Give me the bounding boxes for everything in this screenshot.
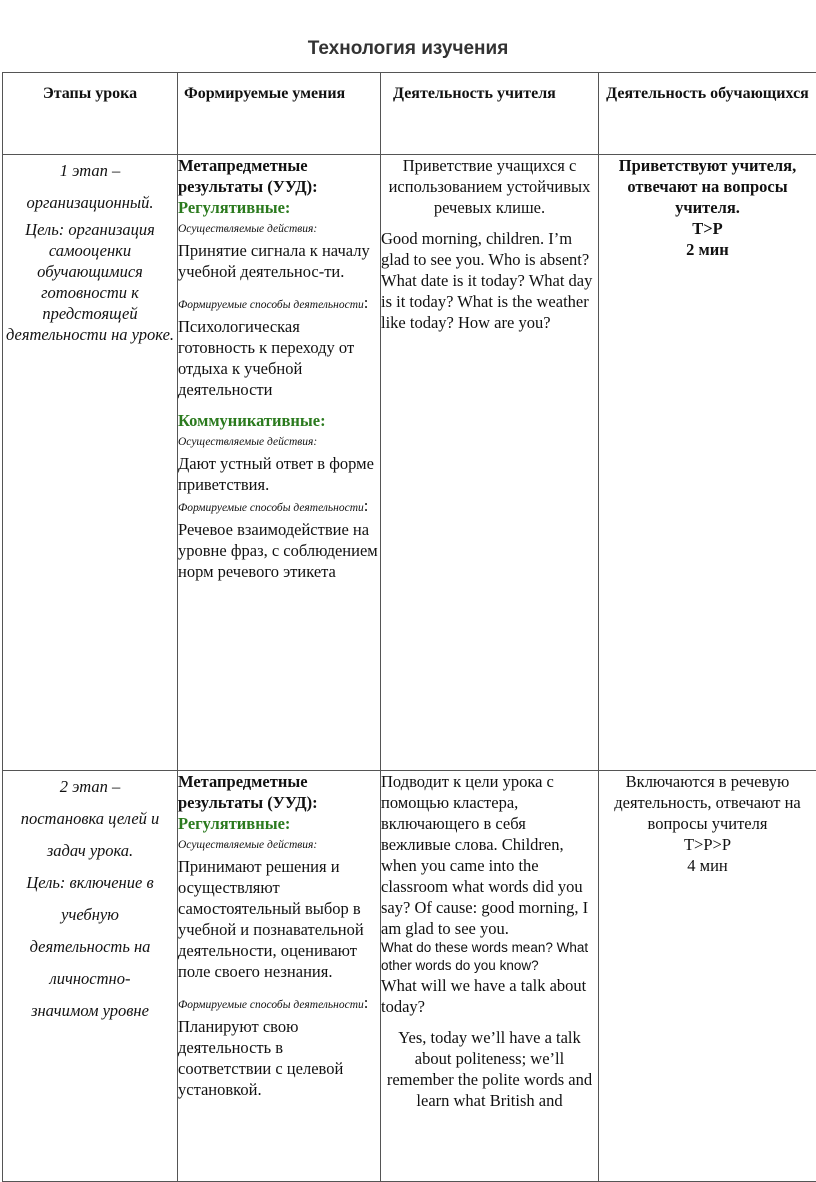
stage-line: задач урока. (3, 835, 177, 867)
actions-label: Осуществляемые действия: (178, 431, 380, 453)
pupils-text: Приветствуют учителя, отвечают на вопросы учителя. (599, 155, 816, 218)
pupils-cell (599, 771, 816, 1182)
meta-title: Метапредметные результаты (УУД): (178, 155, 380, 197)
methods-label: Формируемые способы деятельности (178, 299, 364, 311)
methods-label: Формируемые способы деятельности (178, 999, 364, 1011)
teacher-intro: Приветствие учащихся с использованием устойчивых речевых клише. (381, 155, 598, 218)
header-teacher: Деятельность учителя (381, 73, 599, 155)
header-skills: Формируемые умения (178, 73, 381, 155)
actions-label: Осуществляемые действия: (178, 218, 380, 240)
stage-line: значимом уровне (3, 995, 177, 1027)
teacher-centered-text: Yes, today we’ll have a talk about politeness; we’ll remember the polite words and learn what British and (381, 1027, 598, 1111)
table-header-row (3, 73, 816, 155)
stage-line: Цель: включение в (3, 867, 177, 899)
actions-text: Дают устный ответ в форме приветствия. (178, 453, 380, 495)
skills-cell (178, 155, 381, 771)
pupils-mode: T>P (599, 218, 816, 239)
lesson-table (2, 72, 816, 1182)
pupils-time: 4 мин (599, 855, 816, 876)
stage-line: деятельность на (3, 931, 177, 963)
stage-line: 1 этап – (3, 155, 177, 187)
stage-cell (3, 155, 178, 771)
stage-line: личностно- (3, 963, 177, 995)
actions-label: Осуществляемые действия: (178, 834, 380, 856)
meta-title: Метапредметные результаты (УУД): (178, 771, 380, 813)
stage-line: 2 этап – (3, 771, 177, 803)
methods-colon: : (364, 993, 369, 1012)
methods-text: Психологическая готовность к переходу от отдыха к учебной деятельности (178, 316, 380, 400)
teacher-cell (381, 155, 599, 771)
methods-colon: : (364, 293, 369, 312)
methods-label: Формируемые способы деятельности (178, 502, 364, 514)
methods-text: Планируют свою деятельность в соответствии с целевой установкой. (178, 1016, 380, 1100)
teacher-cell (381, 771, 599, 1182)
methods-text: Речевое взаимодействие на уровне фраз, с соблюдением норм речевого этикета (178, 519, 380, 582)
pupils-cell (599, 155, 816, 771)
skills-cell (178, 771, 381, 1182)
stage-goal: Цель: организация самооценки обучающимися готовности к предстоящей деятельности на уроке. (3, 219, 177, 345)
actions-text: Принимают решения и осуществляют самостоятельный выбор в учебной и познавательной деятельности, оценивают поле своего незнания. (178, 856, 380, 982)
actions-text: Принятие сигнала к началу учебной деятельнос-ти. (178, 240, 380, 282)
table-row (3, 771, 816, 1182)
communicative-title: Коммуникативные: (178, 410, 380, 431)
stage-cell (3, 771, 178, 1182)
stage-line: постановка целей и (3, 803, 177, 835)
stage-line: организационный. (3, 187, 177, 219)
pupils-mode: T>P>P (599, 834, 816, 855)
header-pupils: Деятельность обучающихся (599, 73, 816, 155)
table-row (3, 155, 816, 771)
stage-line: учебную (3, 899, 177, 931)
methods-colon: : (364, 496, 369, 515)
pupils-time: 2 мин (599, 239, 816, 260)
teacher-text: Подводит к цели урока с помощью кластера, включающего в себя вежливые слова. Children, when you came into the classroom what words did you say? Of cause: good morning, I am glad to see you. (381, 771, 598, 939)
teacher-english: Good morning, children. I’m glad to see you. Who is absent? What date is it today? What day is it today? What is the weather like today? How are you? (381, 228, 598, 333)
regulative-title: Регулятивные: (178, 813, 380, 834)
pupils-text: Включаются в речевую деятельность, отвечают на вопросы учителя (599, 771, 816, 834)
teacher-sans-text: What do these words mean? What other words do you know? (381, 939, 598, 975)
regulative-title: Регулятивные: (178, 197, 380, 218)
teacher-text: What will we have a talk about today? (381, 975, 598, 1017)
header-stages: Этапы урока (3, 73, 178, 155)
document-title: Технология изучения (0, 38, 816, 60)
